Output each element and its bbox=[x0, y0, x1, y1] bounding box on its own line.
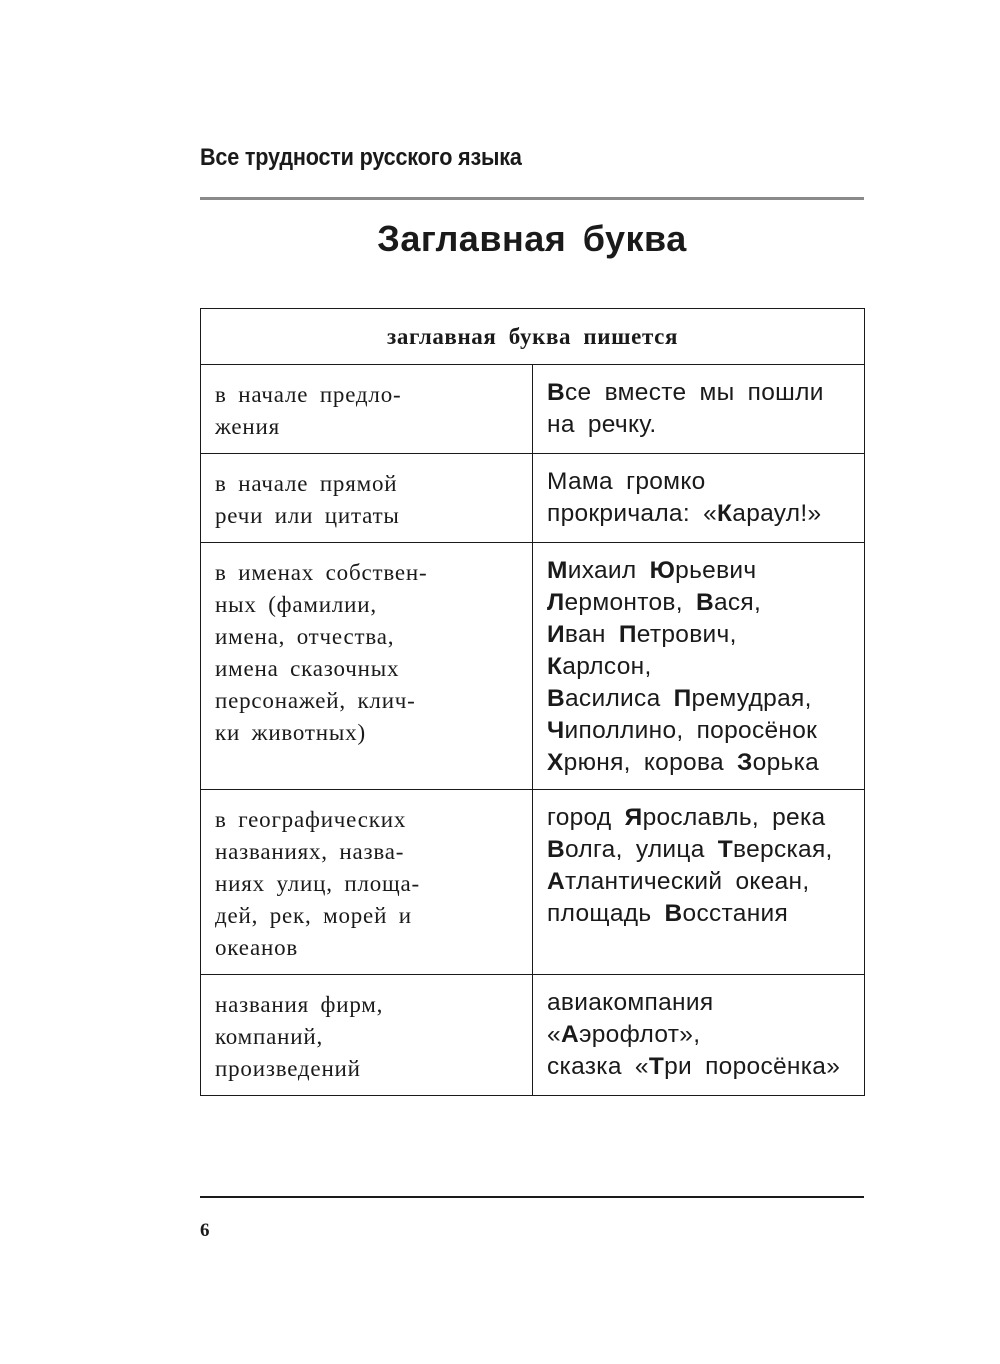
example-text: араул!» bbox=[732, 500, 822, 527]
example-text: на речку. bbox=[547, 411, 657, 438]
rule-line: в начале прямой bbox=[215, 471, 398, 496]
rule-line: имена, отчества, bbox=[215, 624, 395, 649]
capital-letter: Я bbox=[624, 804, 643, 831]
example-text: ермонтов, bbox=[564, 589, 696, 616]
capital-letter: Т bbox=[648, 1053, 665, 1080]
example-cell bbox=[533, 454, 865, 543]
example-text: осстания bbox=[682, 900, 789, 927]
example-text: олга, улица bbox=[565, 836, 718, 863]
example-cell bbox=[533, 543, 865, 790]
rule-line: ниях улиц, площа- bbox=[215, 871, 420, 896]
capital-letter: З bbox=[737, 749, 753, 776]
capital-letter: М bbox=[547, 557, 568, 584]
capital-letter: И bbox=[547, 621, 565, 648]
example-text: рюня, корова bbox=[563, 749, 738, 776]
example-line bbox=[547, 683, 854, 715]
capital-letter: П bbox=[673, 685, 692, 712]
example-text: Мама громко bbox=[547, 468, 706, 495]
example-text: орька bbox=[752, 749, 820, 776]
example-line bbox=[547, 619, 854, 651]
page-number: 6 bbox=[200, 1220, 210, 1241]
table-header-row bbox=[201, 309, 865, 365]
capital-letter: Ч bbox=[547, 717, 565, 744]
example-text: арлсон, bbox=[562, 653, 652, 680]
capital-letter: В bbox=[695, 589, 714, 616]
capital-letter: В bbox=[664, 900, 683, 927]
page-title: Заглавная буква bbox=[377, 218, 687, 259]
example-text: ася, bbox=[713, 589, 762, 616]
example-text: площадь bbox=[547, 900, 665, 927]
example-line bbox=[547, 466, 854, 498]
capital-letter: В bbox=[547, 685, 565, 712]
rule-line: в начале предло- bbox=[215, 382, 402, 407]
example-text: город bbox=[547, 804, 625, 831]
example-line bbox=[547, 802, 854, 834]
capital-letter: К bbox=[547, 653, 563, 680]
example-text: рославль, река bbox=[642, 804, 826, 831]
table-row bbox=[201, 454, 865, 543]
rule-line: в именах собствен- bbox=[215, 560, 428, 585]
rule-cell bbox=[201, 365, 533, 454]
example-text: ри поросёнка» bbox=[664, 1053, 841, 1080]
table-row bbox=[201, 790, 865, 975]
example-line bbox=[547, 747, 854, 779]
capital-letter: А bbox=[547, 868, 565, 895]
rule-cell bbox=[201, 543, 533, 790]
rule-line: компаний, bbox=[215, 1024, 324, 1049]
example-line bbox=[547, 1051, 854, 1083]
example-line bbox=[547, 898, 854, 930]
table-row bbox=[201, 365, 865, 454]
example-text: рьевич bbox=[675, 557, 757, 584]
example-text: асилиса bbox=[565, 685, 674, 712]
example-text: се вместе мы пошли bbox=[565, 379, 824, 406]
capital-letter: П bbox=[618, 621, 637, 648]
example-line bbox=[547, 555, 854, 587]
example-line bbox=[547, 498, 854, 530]
rule-cell bbox=[201, 790, 533, 975]
rule-line: в географических bbox=[215, 807, 407, 832]
example-line bbox=[547, 651, 854, 683]
rule-line: названия фирм, bbox=[215, 992, 384, 1017]
example-text: иполлино, поросёнок bbox=[564, 717, 818, 744]
rule-line: океанов bbox=[215, 935, 299, 960]
capital-letter-rules-table bbox=[200, 308, 865, 1096]
rule-line: произведений bbox=[215, 1056, 361, 1081]
example-line bbox=[547, 866, 854, 898]
rule-line: жения bbox=[215, 414, 280, 439]
example-text: ихаил bbox=[567, 557, 650, 584]
capital-letter: Ю bbox=[649, 557, 676, 584]
example-text: ван bbox=[564, 621, 619, 648]
example-cell bbox=[533, 975, 865, 1096]
header-divider bbox=[200, 197, 864, 200]
example-line bbox=[547, 834, 854, 866]
example-text: прокричала: « bbox=[547, 500, 717, 527]
rule-line: дей, рек, морей и bbox=[215, 903, 412, 928]
capital-letter: Л bbox=[547, 589, 565, 616]
example-text: авиакомпания bbox=[547, 989, 714, 1016]
example-text: эрофлот», bbox=[578, 1021, 701, 1048]
table-header: заглавная буква пишется bbox=[201, 309, 865, 365]
rule-cell bbox=[201, 454, 533, 543]
table-row bbox=[201, 543, 865, 790]
example-text: сказка « bbox=[547, 1053, 649, 1080]
example-text: ремудрая, bbox=[691, 685, 812, 712]
capital-letter: А bbox=[560, 1021, 579, 1048]
example-text: етрович, bbox=[636, 621, 737, 648]
rule-cell bbox=[201, 975, 533, 1096]
capital-letter: К bbox=[717, 500, 733, 527]
capital-letter: Х bbox=[547, 749, 564, 776]
rule-line: имена сказочных bbox=[215, 656, 400, 681]
table-row bbox=[201, 975, 865, 1096]
rule-line: персонажей, клич- bbox=[215, 688, 416, 713]
example-cell bbox=[533, 365, 865, 454]
example-text: тлантический океан, bbox=[565, 868, 810, 895]
example-line bbox=[547, 715, 854, 747]
rule-line: ки животных) bbox=[215, 720, 366, 745]
capital-letter: В bbox=[547, 379, 565, 406]
running-head: Все трудности русского языка bbox=[200, 144, 522, 171]
example-line bbox=[547, 987, 854, 1019]
capital-letter: В bbox=[547, 836, 565, 863]
example-text: верская, bbox=[733, 836, 833, 863]
example-line bbox=[547, 587, 854, 619]
rule-line: ных (фамилии, bbox=[215, 592, 377, 617]
rule-line: названиях, назва- bbox=[215, 839, 405, 864]
capital-letter: Т bbox=[717, 836, 734, 863]
example-text: « bbox=[547, 1021, 561, 1048]
example-line bbox=[547, 377, 854, 409]
example-line bbox=[547, 1019, 854, 1051]
rule-line: речи или цитаты bbox=[215, 503, 400, 528]
example-line bbox=[547, 409, 854, 441]
footer-divider bbox=[200, 1196, 864, 1198]
example-cell bbox=[533, 790, 865, 975]
